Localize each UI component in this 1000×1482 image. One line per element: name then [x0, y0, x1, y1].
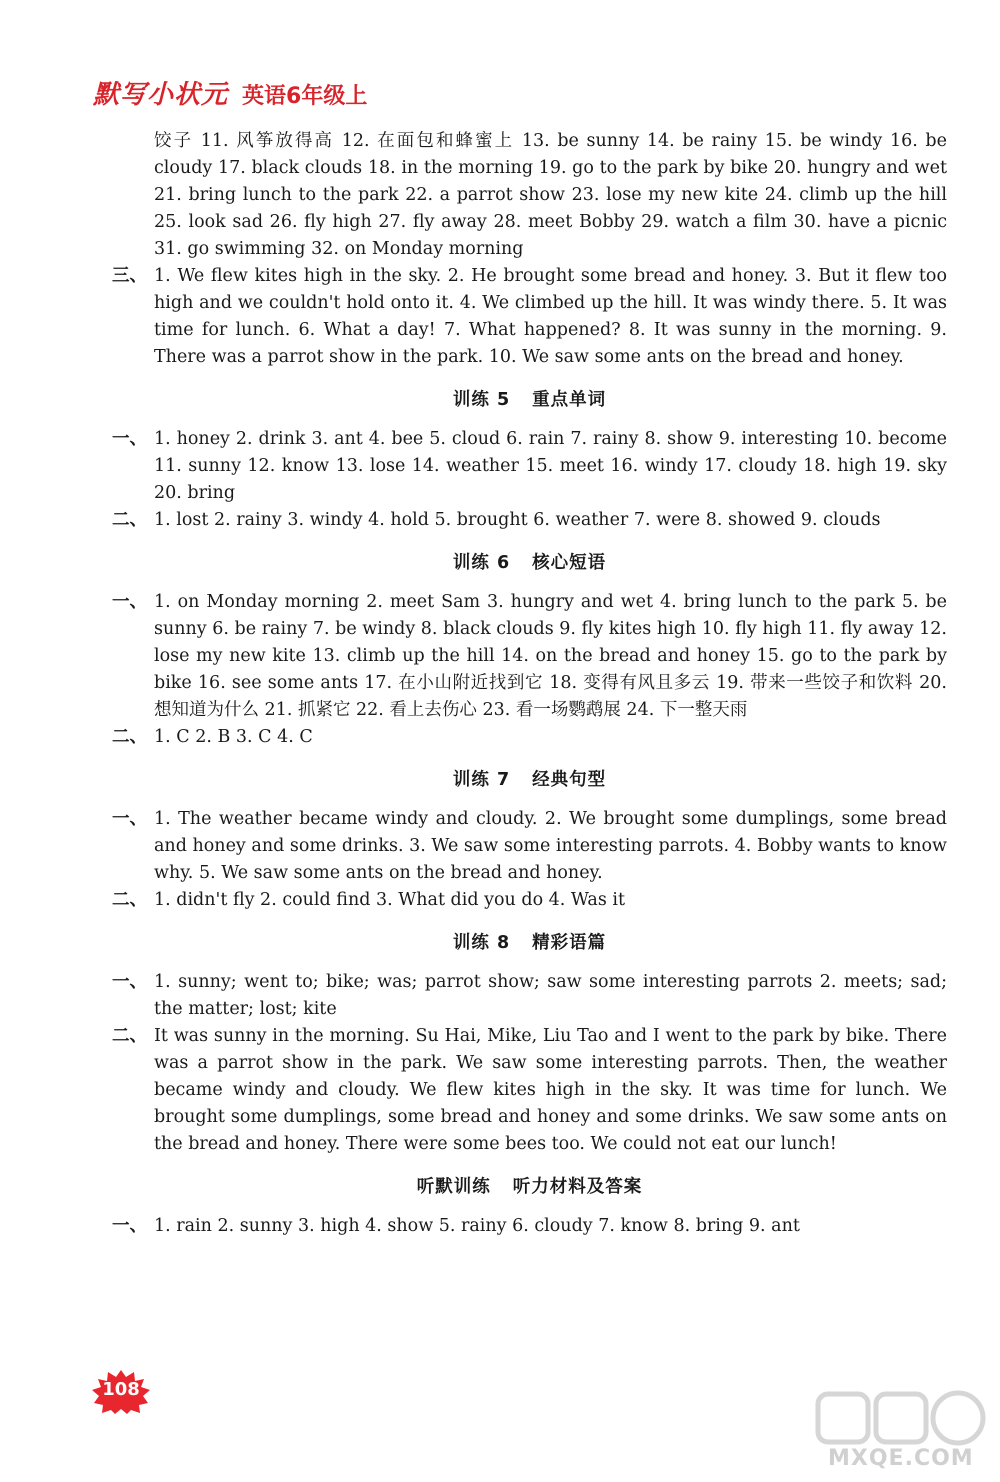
book-series-title: 默写小状元: [93, 80, 229, 110]
section-marker: 一、: [112, 592, 147, 612]
answer-text: 1. on Monday morning 2. meet Sam 3. hungry and wet 4. bring lunch to the park 5. be sunny 6. be rainy 7. be windy 8. black clouds 9. fly kites high 10. fly high 11. fly away 12. lose my new kite 13. climb up the hill 14. on the bread and honey 15. go to the park by bike 16. see some ants 17. 在小山附近找到它 18. 变得有风且多云 19. 带来一些饺子和饮料 20. 想知道为什么 21. 抓紧它 22. 看上去伤心 23. 看一场鹦鹉展 24. 下一整天雨: [154, 592, 947, 720]
section-label: 训练 7: [452, 770, 511, 790]
section-title: [112, 550, 947, 577]
section-label: 训练 5: [452, 390, 511, 410]
section-label: 训练 6: [452, 553, 511, 573]
answer-text: 1. The weather became windy and cloudy. 2. We brought some dumplings, some bread and honey and some drinks. 3. We saw some interesting parrots. 4. Bobby wants to know why. 5. We saw some ants on the bread and honey.: [154, 809, 947, 883]
answer-content: [112, 128, 947, 1240]
page-number: 108: [102, 1379, 140, 1400]
answer-text: 1. C 2. B 3. C 4. C: [154, 727, 313, 747]
section-marker: 二、: [112, 890, 147, 910]
section-marker: 一、: [112, 1216, 147, 1236]
section-marker: 一、: [112, 429, 147, 449]
answer-paragraph: [112, 724, 947, 751]
answer-text: 饺子 11. 风筝放得高 12. 在面包和蜂蜜上 13. be sunny 14. be rainy 15. be windy 16. be cloudy 17. black clouds 18. in the morning 19. go to the park by bike 20. hungry and wet 21. bring lunch to the park 22. a parrot show 23. lose my new kite 24. climb up the hill 25. look sad 26. fly high 27. fly away 28. meet Bobby 29. watch a film 30. have a picnic 31. go swimming 32. on Monday morning: [154, 131, 947, 259]
section-title: [112, 1174, 947, 1201]
answer-text: 1. lost 2. rainy 3. windy 4. hold 5. brought 6. weather 7. were 8. showed 9. clouds: [154, 510, 881, 530]
answer-text: It was sunny in the morning. Su Hai, Mike, Liu Tao and I went to the park by bike. There was a parrot show in the park. We saw some interesting parrots. Then, the weather became windy and cloudy. We flew kites high in the sky. It was time for lunch. We brought some dumplings, some bread and honey and some drinks. We saw some ants on the bread and honey. There were some bees too. We could not eat our lunch!: [154, 1026, 947, 1154]
answer-paragraph: [112, 1023, 947, 1158]
answer-text: 1. didn't fly 2. could find 3. What did you do 4. Was it: [154, 890, 625, 910]
section-marker: 一、: [112, 809, 147, 829]
section-name: 重点单词: [532, 390, 607, 410]
running-header: [93, 74, 367, 111]
answer-paragraph: [112, 1213, 947, 1240]
answer-paragraph: [112, 507, 947, 534]
section-name: 听力材料及答案: [512, 1177, 643, 1197]
section-marker: 二、: [112, 727, 147, 747]
answer-paragraph: [112, 969, 947, 1023]
answer-text: 1. honey 2. drink 3. ant 4. bee 5. cloud 6. rain 7. rainy 8. show 9. interesting 10. become 11. sunny 12. know 13. lose 14. weather 15. meet 16. windy 17. cloudy 18. high 19. sky 20. bring: [154, 429, 947, 503]
answer-paragraph: [112, 887, 947, 914]
answer-paragraph: [112, 263, 947, 371]
answer-paragraph: [112, 806, 947, 887]
book-subject: 英语6年级上: [242, 84, 368, 109]
section-name: 经典句型: [532, 770, 607, 790]
section-label: 训练 8: [452, 933, 511, 953]
watermark-url: MXQE.COM: [828, 1446, 974, 1471]
section-marker: 二、: [112, 510, 147, 530]
section-name: 精彩语篇: [532, 933, 607, 953]
section-title: [112, 387, 947, 414]
section-marker: 一、: [112, 972, 147, 992]
section-label: 听默训练: [416, 1177, 491, 1197]
section-title: [112, 767, 947, 794]
answer-text: 1. sunny; went to; bike; was; parrot show; saw some interesting parrots 2. meets; sad; the matter; lost; kite: [154, 972, 947, 1019]
answer-paragraph: [112, 426, 947, 507]
section-marker: 三、: [112, 266, 147, 286]
section-title: [112, 930, 947, 957]
answer-text: 1. rain 2. sunny 3. high 4. show 5. rainy 6. cloudy 7. know 8. bring 9. ant: [154, 1216, 800, 1236]
section-marker: 二、: [112, 1026, 147, 1046]
answer-text: 1. We flew kites high in the sky. 2. He brought some bread and honey. 3. But it flew too high and we couldn't hold onto it. 4. We climbed up the hill. It was windy there. 5. It was time for lunch. 6. What a day! 7. What happened? 8. It was sunny in the morning. 9. There was a parrot show in the park. 10. We saw some ants on the bread and honey.: [154, 266, 947, 367]
answer-paragraph: [112, 589, 947, 724]
page-number-badge: [92, 1370, 150, 1414]
section-name: 核心短语: [532, 553, 607, 573]
answer-paragraph: [112, 128, 947, 263]
